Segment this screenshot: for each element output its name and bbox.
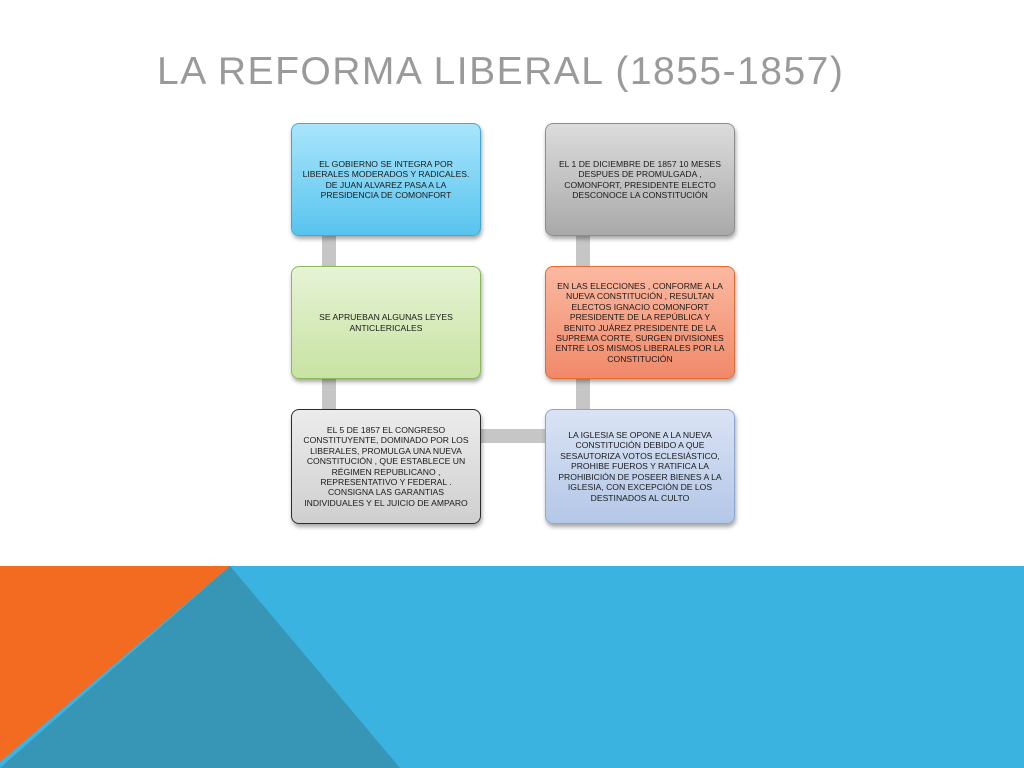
step-text-4: LA IGLESIA SE OPONE A LA NUEVA CONSTITUCIÓN DEBIDO A QUE SESAUTORIZA VOTOS ECLESIÁSTICO, PROHIBE FUEROS Y RATIFICA LA PROHIBICIÓN DE POSEER BIENES A LA IGLESIA, CON EXCEPCIÓN DE LOS DESTINADOS AL CULTO [558,430,722,503]
connector-bottom [480,429,546,443]
connector-right-1 [576,379,590,411]
step-box-6 [545,123,735,236]
step-text-3: EL 5 DE 1857 EL CONGRESO CONSTITUYENTE, DOMINADO POR LOS LIBERALES, PROMULGA UNA NUEVA CONSTITUCIÓN , QUE ESTABLECE UN RÉGIMEN REPUBLICANO , REPRESENTATIVO Y FEDERAL . CONSIGNA LAS GARANTIAS INDIVIDUALES Y EL JUICIO DE AMPARO [303,424,469,508]
step-text-6: EL 1 DE DICIEMBRE DE 1857 10 MESES DESPUES DE PROMULGADA , COMONFORT, PRESIDENTE ELECTO DESCONOCE LA CONSTITUCIÓN [558,158,722,200]
slide-title: LA REFORMA LIBERAL (1855-1857) [157,50,845,93]
step-box-3 [291,409,481,524]
step-text-5: EN LAS ELECCIONES , CONFORME A LA NUEVA CONSTITUCIÓN , RESULTAN ELECTOS IGNACIO COMONFORT PRESIDENTE DE LA REPÚBLICA Y BENITO JUÁREZ PRESIDENTE DE LA SUPREMA CORTE, SURGEN DIVISIONES ENTRE LOS MISMOS LIBERALES POR LA CONSTITUCIÓN [555,280,725,364]
step-text-1: EL GOBIERNO SE INTEGRA POR LIBERALES MODERADOS Y RADICALES. DE JUAN ALVAREZ PASA A LA PRESIDENCIA DE COMONFORT [302,158,470,200]
step-text-2: SE APRUEBAN ALGUNAS LEYES ANTICLERICALES [319,312,453,333]
step-box-4 [545,409,735,524]
connector-left-1 [322,236,336,268]
decorative-footer-band [0,566,1024,768]
connector-left-2 [322,379,336,411]
step-box-5 [545,266,735,379]
step-box-1 [291,123,481,236]
connector-right-2 [576,236,590,268]
step-box-2 [291,266,481,379]
